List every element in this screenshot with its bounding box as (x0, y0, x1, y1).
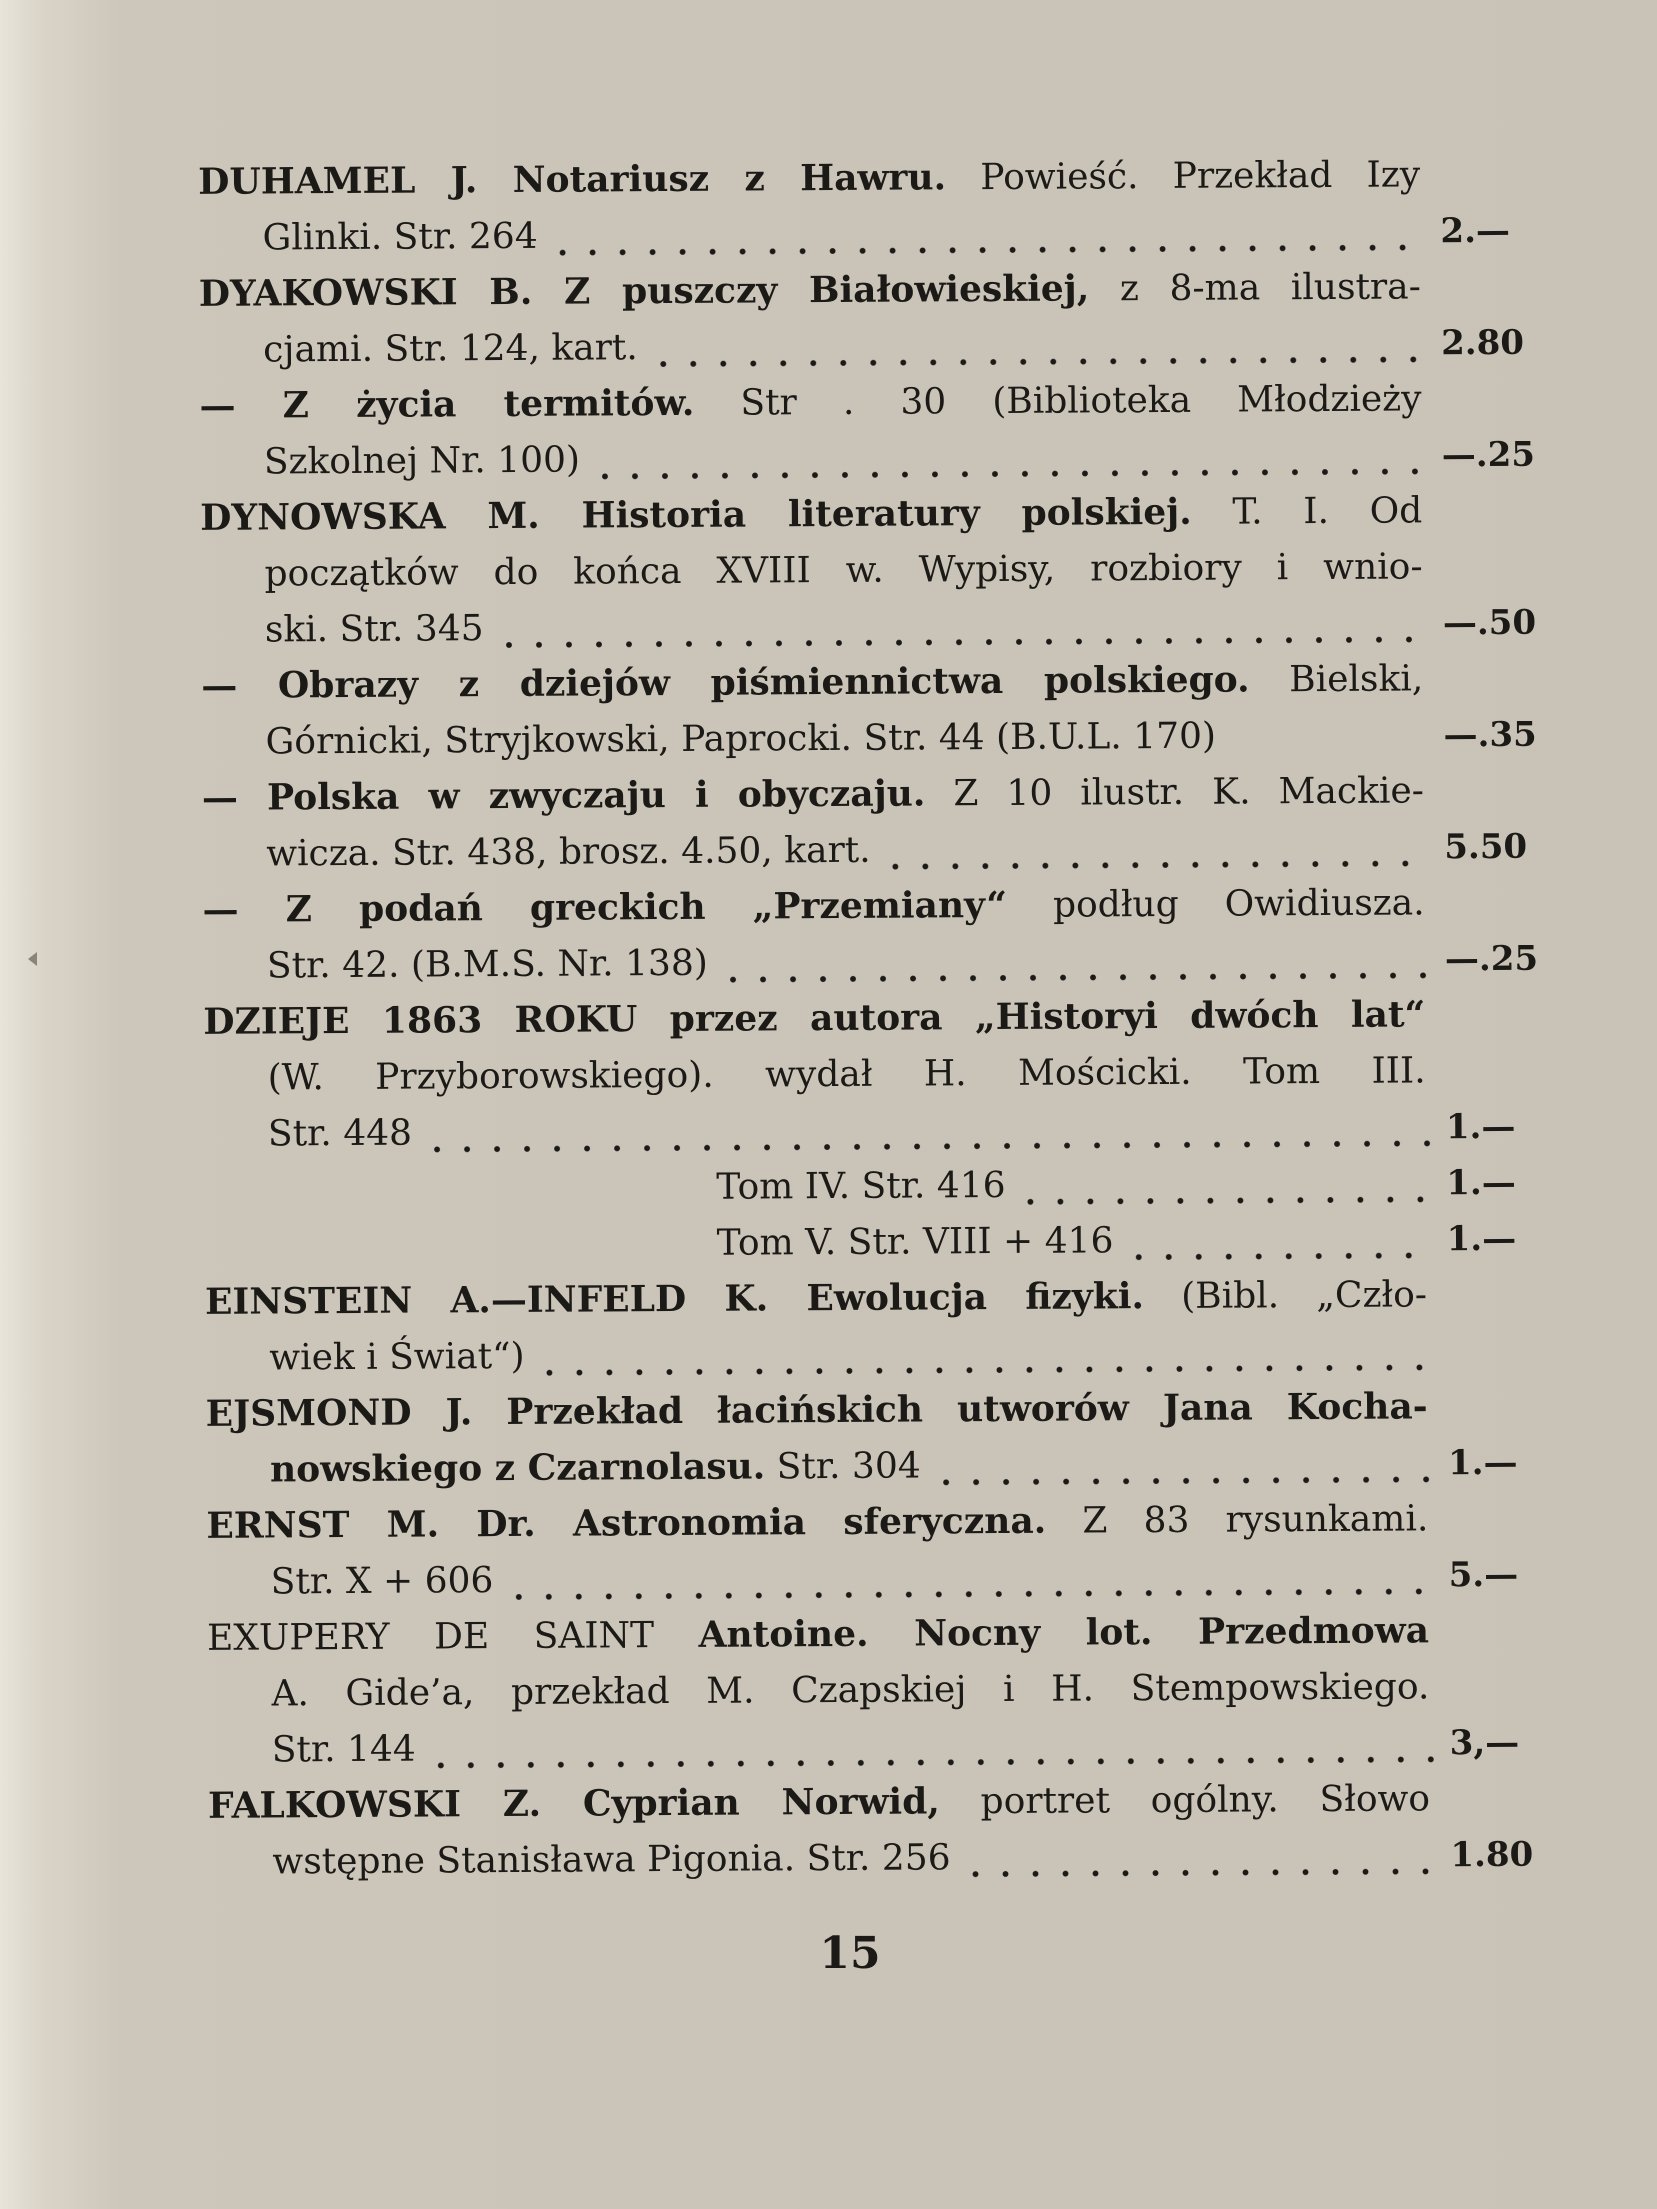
entry-price: 2.— (1440, 210, 1511, 252)
page-number: 15 (819, 1928, 881, 1979)
entry-description: portret ogólny. Słowo (980, 1778, 1431, 1823)
catalog-entry (182, 483, 1543, 659)
catalog-entry (190, 1771, 1551, 1891)
entry-author-title: DUHAMEL J. Notariusz z Hawru. (198, 156, 947, 203)
dot-leader (503, 1547, 1435, 1609)
entry-details: Str. 42. (B.M.S. Nr. 138) (266, 942, 708, 987)
entry-description: z 8-ma ilustra- (1119, 266, 1421, 310)
page-edge-mark (28, 952, 37, 966)
entry-details: nowskiego z Czarnolasu. (269, 1445, 766, 1491)
entry-author-title: — Obrazy z dziejów piśmiennictwa polskiego. (201, 658, 1250, 707)
catalog-entry (187, 1267, 1548, 1387)
catalog-entry (188, 1491, 1549, 1611)
entry-price: 3,— (1449, 1722, 1520, 1764)
dot-leader (534, 1323, 1433, 1384)
entry-description: podług Owidiusza. (1052, 882, 1425, 926)
entry-details: wiek i Świat“) (269, 1335, 525, 1379)
dot-leader (931, 1435, 1435, 1494)
entry-author-title: FALKOWSKI Z. Cyprian Norwid, (207, 1780, 940, 1827)
entry-author-title: EINSTEIN A.—INFELD K. Ewolucja fizyki. (204, 1275, 1145, 1323)
entry-price: 5.50 (1444, 826, 1528, 868)
entry-author-title: ERNST M. Dr. Astronomia sferyczna. (206, 1499, 1047, 1547)
catalog-entry (180, 147, 1541, 267)
entry-author-title: — Polska w zwyczaju i obyczaju. (201, 772, 926, 819)
entry-details: ski. Str. 345 (264, 608, 484, 651)
dot-leader (590, 427, 1428, 488)
entry-author-title: DYNOWSKA M. Historia literatury polskiej. (200, 490, 1192, 539)
entry-pages: Str. 304 (776, 1445, 921, 1488)
entry-details: cjami. Str. 124, kart. (263, 327, 638, 371)
entry-price: —.35 (1443, 714, 1537, 756)
entry-description: Str . 30 (Biblioteka Młodzieży (740, 378, 1422, 424)
entry-author-title: DYAKOWSKI B. Z puszczy Białowieskiej, (198, 267, 1090, 315)
book-catalog-list (180, 147, 1551, 1891)
catalog-entry (184, 763, 1545, 883)
entry-price: —.50 (1442, 602, 1537, 644)
entry-price: —.25 (1441, 434, 1536, 476)
dot-leader (1123, 1211, 1433, 1269)
dot-leader (426, 1715, 1436, 1777)
entry-details: wstępne Stanisława Pigonia. Str. 256 (272, 1837, 951, 1883)
entry-details: (W. Przyborowskiego). wydał H. Mościcki. Tom III. (267, 1050, 1426, 1099)
entry-author-title: — Z życia termitów. (199, 381, 695, 427)
catalog-entry (183, 651, 1544, 771)
entry-details: Górnicki, Stryjkowski, Paprocki. Str. 44 (B.U.L. 170) (265, 715, 1217, 763)
entry-description: Antoine. Nocny lot. Przedmowa (698, 1609, 1430, 1656)
book-spine-shadow (0, 0, 70, 2209)
entry-price: 2.80 (1441, 322, 1525, 364)
dot-leader (1015, 1155, 1432, 1214)
catalog-entry (188, 1379, 1549, 1499)
entry-price: 5.— (1448, 1554, 1519, 1596)
dot-leader (880, 819, 1430, 878)
entry-details: początków do końca XVIII w. Wypisy, rozbiory i wnio- (264, 546, 1423, 595)
entry-price: 1.— (1446, 1218, 1517, 1260)
entry-price: 1.— (1446, 1162, 1516, 1204)
entry-price: 1.— (1447, 1442, 1518, 1484)
entry-author-title: DZIEJE 1863 ROKU przez autora „Historyi dwóch lat“ (203, 993, 1426, 1043)
entry-volume-row (186, 1211, 1546, 1275)
dot-leader (960, 1827, 1436, 1886)
entry-price: —.25 (1444, 938, 1539, 980)
dot-leader (493, 595, 1429, 657)
dot-leader (422, 1099, 1432, 1161)
entry-volume-row (186, 1155, 1546, 1219)
catalog-entry (181, 371, 1542, 491)
volume-details: Tom V. Str. VIII + 416 (716, 1220, 1114, 1264)
volume-details: Tom IV. Str. 416 (716, 1164, 1006, 1208)
dot-leader (718, 931, 1431, 991)
entry-details: Str. 448 (267, 1112, 413, 1155)
entry-author-title: EJSMOND J. Przekład łacińskich utworów Jana Kocha- (205, 1385, 1428, 1435)
entry-details: Glinki. Str. 264 (262, 215, 538, 259)
entry-author-title: EXUPERY DE SAINT (206, 1615, 655, 1659)
dot-leader (1226, 707, 1430, 764)
catalog-entry (189, 1603, 1550, 1779)
entry-details: A. Gide’a, przekład M. Czapskiej i H. Stempowskiego. (271, 1666, 1430, 1715)
entry-description: Z 83 rysunkami. (1082, 1498, 1429, 1542)
entry-details: Szkolnej Nr. 100) (263, 439, 581, 483)
catalog-entry (185, 987, 1547, 1275)
entry-description: Z 10 ilustr. K. Mackie- (953, 770, 1425, 815)
entry-details: Str. 144 (271, 1728, 416, 1771)
catalog-entry (181, 259, 1542, 379)
catalog-entry (184, 875, 1545, 995)
entry-description: Bielski, (1289, 658, 1424, 701)
entry-description: (Bibl. „Czło- (1181, 1274, 1428, 1317)
entry-author-title: — Z podań greckich „Przemiany“ (202, 883, 1008, 931)
dot-leader (648, 315, 1428, 376)
entry-details: wicza. Str. 438, brosz. 4.50, kart. (266, 829, 871, 875)
entry-price: 1.80 (1450, 1834, 1534, 1876)
entry-details: Str. X + 606 (270, 1560, 494, 1603)
entry-description: T. I. Od (1232, 490, 1423, 533)
entry-description: Powieść. Przekład Izy (980, 154, 1421, 199)
dot-leader (548, 203, 1427, 264)
entry-price: 1.— (1445, 1106, 1516, 1148)
